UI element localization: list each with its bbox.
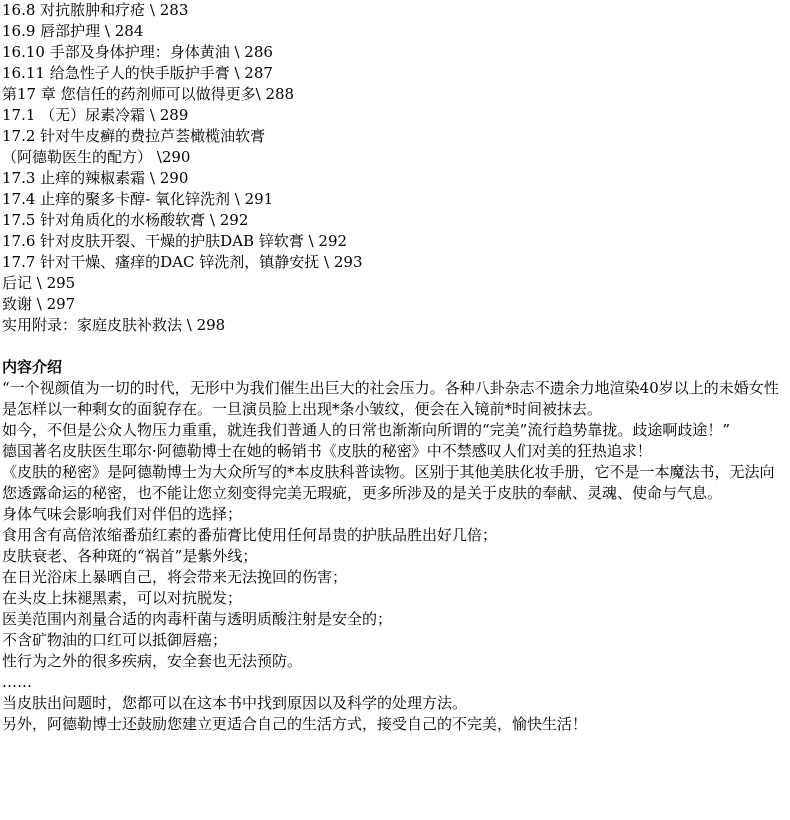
toc-entry: 17.5 针对角质化的水杨酸软膏 \ 292 [2, 211, 249, 229]
toc-entry: 17.2 针对牛皮癣的费拉芦荟橄榄油软膏 [2, 127, 266, 145]
intro-list-line: 性行为之外的很多疾病，安全套也无法预防。 [2, 652, 303, 670]
toc-entry: 致谢 \ 297 [2, 295, 76, 313]
ellipsis-line: …… [2, 673, 32, 691]
toc-entry: 16.11 给急性子人的快手版护手膏 \ 287 [2, 64, 273, 82]
intro-paragraph: 如今，不但是公众人物压力重重，就连我们普通人的日常也渐渐向所谓的“完美”流行趋势靠拢。歧途啊歧途！” [2, 421, 731, 439]
intro-paragraph: 当皮肤出问题时，您都可以在这本书中找到原因以及科学的处理方法。 [2, 694, 468, 712]
toc-entry: 16.9 唇部护理 \ 284 [2, 22, 144, 40]
toc-entry: 17.7 针对干燥、瘙痒的DAC 锌洗剂，镇静安抚 \ 293 [2, 253, 363, 271]
section-title: 内容介绍 [2, 358, 63, 376]
toc-entry: 16.8 对抗脓肿和疗疮 \ 283 [2, 1, 189, 19]
intro-list-line: 身体气味会影响我们对伴侣的选择； [2, 505, 243, 523]
toc-entry: 17.3 止痒的辣椒素霜 \ 290 [2, 169, 189, 187]
intro-paragraph: “一个视颜值为一切的时代，无形中为我们催生出巨大的社会压力。各种八卦杂志不遗余力地渲染40岁以上的未婚女性是怎样以一种剩女的面貌存在。一旦演员脸上出现*条小皱纹，便会在入镜前*时间被抹去。 [2, 379, 779, 418]
table-of-contents [2, 0, 788, 336]
toc-entry: 实用附录：家庭皮肤补救法 \ 298 [2, 316, 226, 334]
blank-line [2, 336, 788, 357]
intro-list-line: 不含矿物油的口红可以抵御唇癌； [2, 631, 228, 649]
intro-list-line: 在头皮上抹褪黑素，可以对抗脱发； [2, 589, 243, 607]
toc-chapter-heading: 第17 章 您信任的药剂师可以做得更多\ 288 [2, 85, 295, 103]
toc-entry: 17.4 止痒的聚多卡醇- 氧化锌洗剂 \ 291 [2, 190, 274, 208]
toc-entry-continued: （阿德勒医生的配方） \290 [2, 148, 191, 166]
intro-list-line: 皮肤衰老、各种斑的“祸首”是紫外线； [2, 547, 258, 565]
intro-paragraph: 另外，阿德勒博士还鼓励您建立更适合自己的生活方式，接受自己的不完美，愉快生活！ [2, 715, 588, 733]
intro-list-line: 食用含有高倍浓缩番茄红素的番茄膏比使用任何昂贵的护肤品胜出好几倍； [2, 526, 498, 544]
toc-entry: 17.6 针对皮肤开裂、干燥的护肤DAB 锌软膏 \ 292 [2, 232, 348, 250]
intro-paragraph: 德国著名皮肤医生耶尔·阿德勒博士在她的畅销书《皮肤的秘密》中不禁感叹人们对美的狂热追求！ [2, 442, 652, 460]
intro-list-line: 在日光浴床上暴晒自己，将会带来无法挽回的伤害； [2, 568, 348, 586]
toc-entry: 后记 \ 295 [2, 274, 76, 292]
intro-paragraph: 《皮肤的秘密》是阿德勒博士为大众所写的*本皮肤科普读物。区别于其他美肤化妆手册，它不是一本魔法书，无法向您透露命运的秘密，也不能让您立刻变得完美无瑕疵，更多所涉及的是关于皮肤的奉献、灵魂、使命与气息。 [2, 463, 775, 502]
toc-entry: 16.10 手部及身体护理：身体黄油 \ 286 [2, 43, 273, 61]
intro-body [2, 378, 788, 735]
document-page [2, 0, 788, 735]
toc-entry: 17.1 （无）尿素冷霜 \ 289 [2, 106, 189, 124]
intro-list-line: 医美范围内剂量合适的肉毒杆菌与透明质酸注射是安全的； [2, 610, 393, 628]
